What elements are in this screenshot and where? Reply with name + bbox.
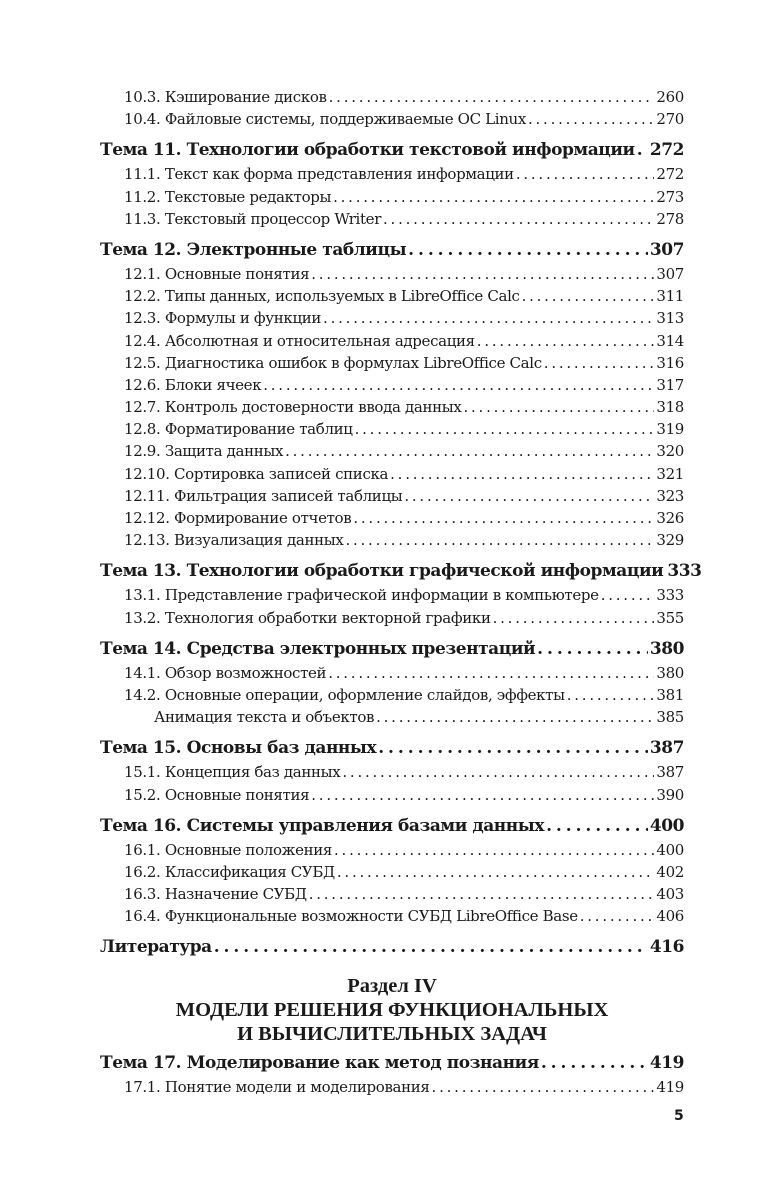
toc-entry (100, 662, 684, 684)
toc-entry-page: 316 (656, 353, 684, 372)
toc-entry-title: Тема 17. Моделирование как метод познания (100, 1053, 539, 1074)
dot-leader (355, 418, 655, 440)
toc-entry-page: 311 (656, 287, 684, 306)
toc-entry-page: 329 (656, 531, 684, 550)
toc-entry (100, 86, 684, 108)
toc-entry-page: 278 (656, 209, 684, 228)
toc-entry-page: 387 (656, 763, 684, 782)
dot-leader (544, 352, 655, 374)
toc-entry-title: 15.2. Основные понятия (124, 785, 310, 804)
toc-entry-title: 14.2. Основные операции, оформление слайдов, эффекты (124, 685, 565, 704)
toc-entry (100, 784, 684, 806)
toc-entry-page: 406 (656, 907, 684, 926)
toc-entry (100, 507, 684, 529)
toc-entry (100, 584, 684, 606)
toc-entry-page: 326 (656, 509, 684, 527)
toc-entry (100, 761, 684, 783)
dot-leader (333, 186, 654, 208)
toc-topic-entry (100, 137, 684, 163)
toc-entry (100, 905, 684, 927)
toc-entry-title: Тема 16. Системы управления базами данных (100, 815, 545, 836)
page-number: 5 (674, 1108, 684, 1124)
dot-leader (311, 784, 654, 806)
dot-leader (408, 237, 648, 263)
toc-entry (100, 607, 684, 629)
dot-leader (309, 883, 655, 905)
dot-leader (580, 905, 655, 927)
toc-topic-entry (100, 735, 684, 761)
dot-leader (537, 636, 648, 662)
toc-entry-page: 333 (667, 561, 702, 582)
dot-leader (376, 706, 654, 728)
dot-leader (323, 307, 654, 329)
toc-entry-page: 321 (656, 464, 684, 483)
toc-entry-page: 272 (649, 140, 684, 161)
dot-leader (637, 137, 648, 163)
toc-entry (100, 352, 684, 374)
toc-entry-page: 380 (649, 638, 684, 659)
toc-entry (100, 307, 684, 329)
toc-entry-page: 385 (656, 708, 684, 727)
dot-leader (541, 1050, 648, 1076)
dot-leader (522, 285, 655, 307)
dot-leader (463, 396, 654, 418)
toc-entry-title: Тема 15. Основы баз данных (100, 738, 377, 759)
toc-entry (100, 883, 684, 905)
dot-leader (214, 934, 648, 960)
toc-entry-title: 10.3. Кэширование дисков (124, 88, 327, 106)
dot-leader (516, 163, 655, 185)
toc-topic-entry (100, 237, 684, 263)
toc-entry-title: 10.4. Файловые системы, поддерживаемые ОС Linux (124, 110, 526, 129)
toc-entry-page: 320 (656, 442, 684, 461)
toc-entry (100, 396, 684, 418)
toc-entry (100, 208, 684, 230)
toc-topic-entry (100, 558, 702, 584)
toc-entry-page: 400 (656, 840, 684, 859)
toc-entry-title: 17.1. Понятие модели и моделирования (124, 1078, 430, 1097)
toc-entry (100, 374, 684, 396)
toc-entry-page: 416 (649, 937, 684, 958)
toc-entry-title: Тема 12. Электронные таблицы (100, 239, 407, 260)
toc-entry-title: 11.1. Текст как форма представления информации (124, 165, 514, 184)
dot-leader (567, 684, 655, 706)
toc-entry-title: 15.1. Концепция баз данных (124, 763, 341, 782)
toc-entry (100, 684, 684, 706)
dot-leader (342, 761, 654, 783)
toc-entry-title: Тема 11. Технологии обработки текстовой информации (100, 140, 635, 161)
toc-entry-title: 12.6. Блоки ячеек (124, 375, 262, 394)
toc-entry-page: 323 (656, 486, 684, 505)
dot-leader (285, 440, 654, 462)
toc-entry-title: 11.2. Текстовые редакторы (124, 187, 332, 206)
section-heading (100, 974, 684, 1046)
toc-entry (100, 706, 684, 728)
dot-leader (390, 463, 654, 485)
toc-entry-title: 12.7. Контроль достоверности ввода данных (124, 398, 462, 417)
toc-topic-entry (100, 934, 684, 960)
toc-entry-title: 12.11. Фильтрация записей таблицы (124, 486, 403, 505)
toc-entry-title: 12.8. Форматирование таблиц (124, 420, 353, 439)
dot-leader (528, 108, 654, 130)
dot-leader (334, 839, 654, 861)
toc-entry-page: 314 (656, 331, 684, 350)
toc-entry-page: 419 (649, 1053, 684, 1074)
toc-entry-title: 13.1. Представление графической информации в компьютере (124, 586, 599, 605)
toc-entry-title: Тема 14. Средства электронных презентаций (100, 638, 536, 659)
toc-entry-page: 380 (656, 663, 684, 682)
dot-leader (329, 86, 655, 108)
dot-leader (383, 208, 654, 230)
dot-leader (477, 330, 655, 352)
toc-entry-title: 14.1. Обзор возможностей (124, 663, 327, 682)
dot-leader (263, 374, 654, 396)
toc-entry-page: 270 (656, 110, 684, 129)
toc-entry-page: 387 (649, 738, 684, 759)
toc-entry-title: 16.4. Функциональные возможности СУБД LibreOffice Base (124, 907, 578, 926)
toc-entry-title: Анимация текста и объектов (154, 708, 375, 727)
toc-entry-page: 307 (649, 239, 684, 260)
toc-entry-title: 16.2. Классификация СУБД (124, 862, 335, 881)
section-heading-line: Раздел IV (347, 975, 437, 998)
toc-entry (100, 330, 684, 352)
toc-entry-title: 12.1. Основные понятия (124, 264, 310, 283)
toc-entry (100, 186, 684, 208)
dot-leader (353, 507, 654, 529)
toc-entry-title: 12.10. Сортировка записей списка (124, 464, 389, 483)
dot-leader (546, 813, 648, 839)
toc-entry-title: 12.3. Формулы и функции (124, 309, 322, 328)
dot-leader (311, 263, 654, 285)
toc-entry (100, 463, 684, 485)
toc-entry-page: 333 (656, 586, 684, 605)
toc-entry-title: 13.2. Технология обработки векторной графики (124, 608, 491, 627)
toc-entry-page: 419 (656, 1078, 684, 1097)
toc-entry (100, 485, 684, 507)
toc-entry-page: 313 (656, 309, 684, 328)
toc-entry-page: 273 (656, 187, 684, 206)
toc-entry (100, 418, 684, 440)
dot-leader (404, 485, 654, 507)
toc-entry-page: 400 (649, 815, 684, 836)
toc-entry (100, 529, 684, 551)
toc-entry (100, 861, 684, 883)
toc-entry-page: 272 (656, 165, 684, 184)
toc-entry-page: 355 (656, 608, 684, 627)
toc-entry (100, 108, 684, 130)
toc-entry-page: 390 (656, 785, 684, 804)
toc-entry-title: 16.1. Основные положения (124, 840, 333, 859)
dot-leader (328, 662, 654, 684)
toc-entry-title: Тема 13. Технологии обработки графической информации (100, 561, 664, 582)
toc-entry-title: 12.5. Диагностика ошибок в формулах LibreOffice Calc (124, 353, 542, 372)
toc-entry-title: 12.13. Визуализация данных (124, 531, 344, 550)
toc-entry-page: 317 (656, 375, 684, 394)
dot-leader (493, 607, 655, 629)
toc-topic-entry (100, 636, 684, 662)
toc-topic-entry (100, 1050, 684, 1076)
toc-entry-title: Литература (100, 937, 212, 958)
toc-entry (100, 285, 684, 307)
toc-entry-page: 307 (656, 264, 684, 283)
toc-entry-title: 12.2. Типы данных, используемых в LibreOffice Calc (124, 287, 520, 306)
dot-leader (432, 1076, 655, 1098)
toc-entry (100, 839, 684, 861)
toc-entry (100, 163, 684, 185)
toc-entry (100, 440, 684, 462)
toc-entry-page: 319 (656, 420, 684, 439)
section-heading-line: МОДЕЛИ РЕШЕНИЯ ФУНКЦИОНАЛЬНЫХ (175, 999, 609, 1022)
toc-entry-title: 16.3. Назначение СУБД (124, 885, 307, 904)
dot-leader (378, 735, 648, 761)
toc-entry-title: 12.9. Защита данных (124, 442, 284, 461)
toc-entry (100, 1076, 684, 1098)
dot-leader (337, 861, 655, 883)
toc-entry-page: 402 (656, 862, 684, 881)
section-heading-line: И ВЫЧИСЛИТЕЛЬНЫХ ЗАДАЧ (237, 1023, 547, 1046)
dot-leader (345, 529, 654, 551)
table-of-contents (100, 86, 702, 1099)
toc-entry-page: 381 (656, 685, 684, 704)
toc-entry-page: 318 (656, 398, 684, 417)
toc-entry (100, 263, 684, 285)
dot-leader (601, 584, 655, 606)
toc-entry-title: 12.4. Абсолютная и относительная адресация (124, 331, 475, 350)
toc-topic-entry (100, 813, 684, 839)
toc-entry-title: 12.12. Формирование отчетов (124, 509, 352, 527)
toc-entry-title: 11.3. Текстовый процессор Writer (124, 209, 382, 228)
toc-entry-page: 260 (656, 88, 684, 106)
toc-entry-page: 403 (656, 885, 684, 904)
